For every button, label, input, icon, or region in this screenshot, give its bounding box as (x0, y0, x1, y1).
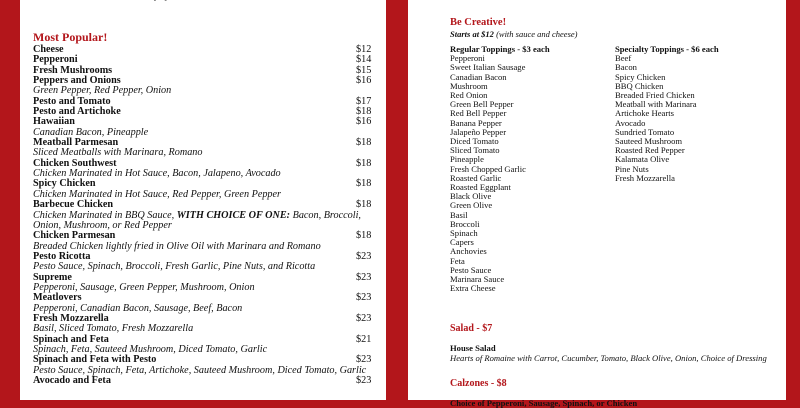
calzone-choices: Choice of Pepperoni, Sausage, Spinach, or Chicken (450, 398, 638, 408)
item-price: $23 (356, 250, 372, 262)
topping-item: Broccoli (450, 218, 480, 229)
menu-item (33, 179, 378, 200)
topping-item: Spinach (450, 228, 478, 239)
item-description: Pepperoni, Sausage, Green Pepper, Mushroom, Onion (33, 281, 255, 293)
menu-item (33, 76, 378, 97)
topping-item: Marinara Sauce (450, 274, 505, 285)
menu-right-page (408, 0, 786, 408)
item-price: $18 (356, 230, 372, 242)
item-name: Supreme (33, 271, 72, 283)
creative-price: Starts at $12 (450, 29, 494, 39)
item-name: Pesto Ricotta (33, 250, 91, 262)
topping-item: Extra Cheese (450, 283, 496, 294)
item-name: Peppers and Onions (33, 75, 121, 87)
item-price: $23 (356, 312, 372, 324)
item-name: Spinach and Feta with Pesto (33, 354, 157, 366)
be-creative-section (450, 17, 770, 40)
menu-item (33, 159, 378, 180)
topping-item: Pepperoni (450, 53, 485, 64)
menu-item-row (33, 376, 378, 386)
item-description: Pesto Sauce, Spinach, Broccoli, Fresh Garlic, Pine Nuts, and Ricotta (33, 261, 316, 273)
topping-item: Black Olive (450, 191, 492, 202)
salad-name: House Salad (450, 343, 496, 353)
menu-item-row (33, 107, 378, 117)
item-price: $23 (356, 292, 372, 304)
section-title: Salad - $7 (450, 323, 493, 334)
item-name: Pesto and Artichoke (33, 106, 121, 118)
creative-subtitle (450, 29, 770, 40)
topping-item: Diced Tomato (450, 136, 499, 147)
topping-item: Fresh Mozzarella (615, 172, 675, 183)
topping-item: Pine Nuts (615, 163, 649, 174)
menu-item-row (33, 231, 378, 241)
topping-item: Pineapple (450, 154, 484, 165)
menu-item (33, 273, 378, 294)
menu-item (33, 107, 378, 117)
menu-item (33, 200, 378, 231)
section-title: Calzones - $8 (450, 378, 507, 389)
menu-item (33, 293, 378, 314)
item-price: $23 (356, 375, 372, 386)
cut-off-text (150, 0, 241, 1)
topping-item: Kalamata Olive (615, 154, 670, 165)
item-price: $17 (356, 95, 372, 107)
item-price: $12 (356, 44, 372, 55)
item-description: Chicken Marinated in Hot Sauce, Bacon, Jalapeno, Avocado (33, 168, 281, 180)
topping-item: Artichoke Hearts (615, 108, 674, 119)
menu-item (33, 231, 378, 252)
topping-item: Sliced Tomato (450, 145, 500, 156)
item-name: Chicken Southwest (33, 157, 117, 169)
section-title: Be Creative! (450, 17, 507, 28)
topping-item: Jalapeño Pepper (450, 126, 507, 137)
item-description (33, 211, 378, 232)
item-name: Fresh Mozzarella (33, 312, 109, 324)
topping-item: Roasted Eggplant (450, 182, 511, 193)
menu-left-page (20, 0, 386, 400)
topping-item: Green Bell Pepper (450, 99, 514, 110)
item-description: Pepperoni, Canadian Bacon, Sausage, Beef, Bacon (33, 302, 243, 314)
menu-item (33, 117, 378, 138)
topping-item: Breaded Fried Chicken (615, 90, 695, 101)
calzones-section (450, 378, 780, 408)
pizza-list (33, 45, 378, 386)
item-name: Chicken Parmesan (33, 230, 116, 242)
item-price: $18 (356, 199, 372, 211)
item-price: $23 (356, 354, 372, 366)
topping-item: Roasted Red Pepper (615, 145, 685, 156)
item-name: Pesto and Tomato (33, 95, 111, 107)
creative-note: (with sauce and cheese) (493, 29, 578, 39)
most-popular-section (33, 30, 378, 386)
specialty-toppings (615, 45, 775, 183)
item-price: $18 (356, 137, 372, 149)
column-heading: Regular Toppings - $3 each (450, 44, 550, 54)
item-description: Basil, Sliced Tomato, Fresh Mozzarella (33, 323, 194, 335)
desc-text: Bacon, Broccoli, Onion, Mushroom, or Red Pepper (33, 209, 361, 231)
topping-item: Beef (615, 53, 632, 64)
item-name: Spinach and Feta (33, 333, 109, 345)
item-name: Barbecue Chicken (33, 199, 114, 211)
item-description: Chicken Marinated in Hot Sauce, Red Pepper, Green Pepper (33, 188, 282, 200)
item-price: $18 (356, 157, 372, 169)
topping-item: Spicy Chicken (615, 71, 666, 82)
topping-item: Feta (450, 255, 465, 266)
desc-text: Chicken Marinated in BBQ Sauce, (33, 209, 177, 221)
topping-item: Sauteed Mushroom (615, 136, 683, 147)
item-name: Meatlovers (33, 292, 82, 304)
item-price: $15 (356, 64, 372, 76)
topping-list (615, 54, 775, 183)
item-price: $16 (356, 116, 372, 128)
topping-item: Mushroom (450, 80, 488, 91)
topping-item: Red Onion (450, 90, 488, 101)
item-price: $23 (356, 271, 372, 283)
item-name: Fresh Mushrooms (33, 64, 113, 76)
item-name: Pepperoni (33, 54, 78, 66)
item-description: Sliced Meatballs with Marinara, Romano (33, 147, 203, 159)
menu-item (33, 376, 378, 386)
topping-item: Fresh Chopped Garlic (450, 163, 526, 174)
menu-item (33, 335, 378, 356)
item-price: $16 (356, 75, 372, 87)
topping-item: Roasted Garlic (450, 172, 502, 183)
item-price: $14 (356, 54, 372, 66)
topping-item: Sweet Italian Sausage (450, 62, 526, 73)
item-description: Green Pepper, Red Pepper, Onion (33, 85, 172, 97)
salad-section (450, 323, 780, 363)
item-price: $21 (356, 333, 372, 345)
topping-item: Meatball with Marinara (615, 99, 697, 110)
salad-description: Hearts of Romaine with Carrot, Cucumber, Tomato, Black Olive, Onion, Choice of Dressing (450, 353, 767, 363)
topping-item: Sundried Tomato (615, 126, 675, 137)
topping-item: Bacon (615, 62, 637, 73)
regular-toppings (450, 45, 610, 293)
item-price: $18 (356, 106, 372, 118)
topping-item: Pesto Sauce (450, 264, 492, 275)
item-name: Spicy Chicken (33, 178, 96, 190)
menu-item (33, 45, 378, 55)
topping-item: Avocado (615, 117, 646, 128)
item-name: Meatball Parmesan (33, 137, 119, 149)
column-heading: Specialty Toppings - $6 each (615, 44, 719, 54)
item-description: Canadian Bacon, Pineapple (33, 126, 149, 138)
topping-item: Basil (450, 209, 468, 220)
menu-item (33, 138, 378, 159)
item-description: Spinach, Feta, Sauteed Mushroom, Diced Tomato, Garlic (33, 343, 268, 355)
item-name: Avocado and Feta (33, 375, 111, 386)
topping-item: BBQ Chicken (615, 80, 664, 91)
desc-emphasis: WITH CHOICE OF ONE: (176, 209, 291, 221)
item-name: Hawaiian (33, 116, 75, 128)
topping-list (450, 54, 610, 293)
section-title: Most Popular! (33, 30, 108, 44)
item-name: Cheese (33, 44, 64, 55)
menu-item-row (33, 45, 378, 55)
menu-item (33, 314, 378, 335)
topping-item: Banana Pepper (450, 117, 502, 128)
menu-item (33, 252, 378, 273)
topping-item: Red Bell Pepper (450, 108, 507, 119)
item-description: Breaded Chicken lightly fried in Olive Oil with Marinara and Romano (33, 240, 321, 252)
item-price: $18 (356, 178, 372, 190)
topping-item: Anchovies (450, 246, 487, 257)
topping-item: Canadian Bacon (450, 71, 507, 82)
item-description: Pesto Sauce, Spinach, Feta, Artichoke, Sauteed Mushroom, Diced Tomato, Garlic (33, 364, 367, 376)
topping-item: Capers (450, 237, 474, 248)
topping-item: Green Olive (450, 200, 493, 211)
menu-item (33, 355, 378, 376)
